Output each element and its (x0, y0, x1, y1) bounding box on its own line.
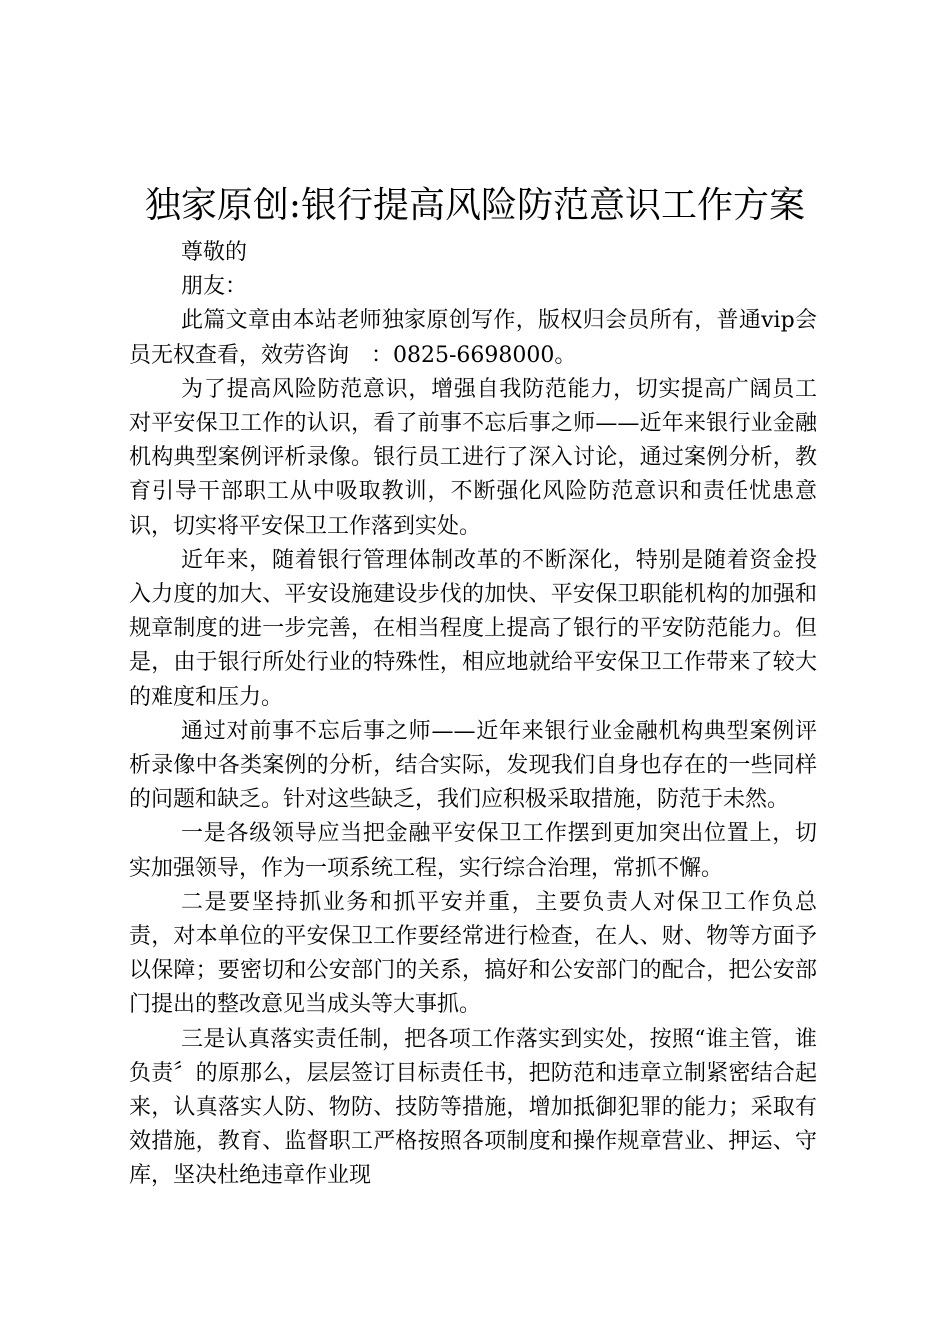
paragraph-measure-3: 三是认真落实责任制，把各项工作落实到实处，按照“谁主管，谁负责〞的原那么，层层签订目标责任书，把防范和违章立制紧密结合起来，认真落实人防、物防、技防等措施，增加抵御犯罪的能力；采取有效措施，教育、监督职工严格按照各项制度和操作规章营业、押运、守库，坚决杜绝违章作业现 (129, 1026, 817, 1189)
paragraph-measure-1: 一是各级领导应当把金融平安保卫工作摆到更加突出位置上，切实加强领导，作为一项系统工程，实行综合治理，常抓不懈。 (129, 821, 817, 881)
salutation-line-1: 尊敬的 (181, 240, 248, 265)
paragraph-intro: 为了提高风险防范意识，增强自我防范能力，切实提高广阔员工对平安保卫工作的认识，看了前事不忘后事之师——近年来银行业金融机构典型案例评析录像。银行员工进行了深入讨论，通过案例分析，教育引导干部职工从中吸取教训，不断强化风险防范意识和责任忧患意识，切实将平安保卫工作落到实处。 (129, 376, 817, 539)
paragraph-analysis: 通过对前事不忘后事之师——近年来银行业金融机构典型案例评析录像中各类案例的分析，结合实际，发现我们自身也存在的一些同样的问题和缺乏。针对这些缺乏，我们应积极采取措施，防范于未然。 (129, 718, 817, 813)
paragraph-background: 近年来，随着银行管理体制改革的不断深化，特别是随着资金投入力度的加大、平安设施建设步伐的加快、平安保卫职能机构的加强和规章制度的进一步完善，在相当程度上提高了银行的平安防范能力。但是，由于银行所处行业的特殊性，相应地就给平安保卫工作带来了较大的难度和压力。 (129, 547, 817, 710)
paragraph-copyright-notice: 此篇文章由本站老师独家原创写作，版权归会员所有，普通vip会员无权查看，效劳咨询 ：0825-6698000。 (129, 308, 817, 368)
document-title: 独家原创:银行提高风险防范意识工作方案 (144, 185, 806, 226)
document-body (129, 236, 817, 1194)
salutation-line-2: 朋友： (181, 274, 248, 300)
paragraph-measure-2: 二是要坚持抓业务和抓平安并重，主要负责人对保卫工作负总责，对本单位的平安保卫工作要经常进行检查，在人、财、物等方面予以保障；要密切和公安部门的关系，搞好和公安部门的配合，把公安部门提出的整改意见当成头等大事抓。 (129, 889, 817, 1018)
